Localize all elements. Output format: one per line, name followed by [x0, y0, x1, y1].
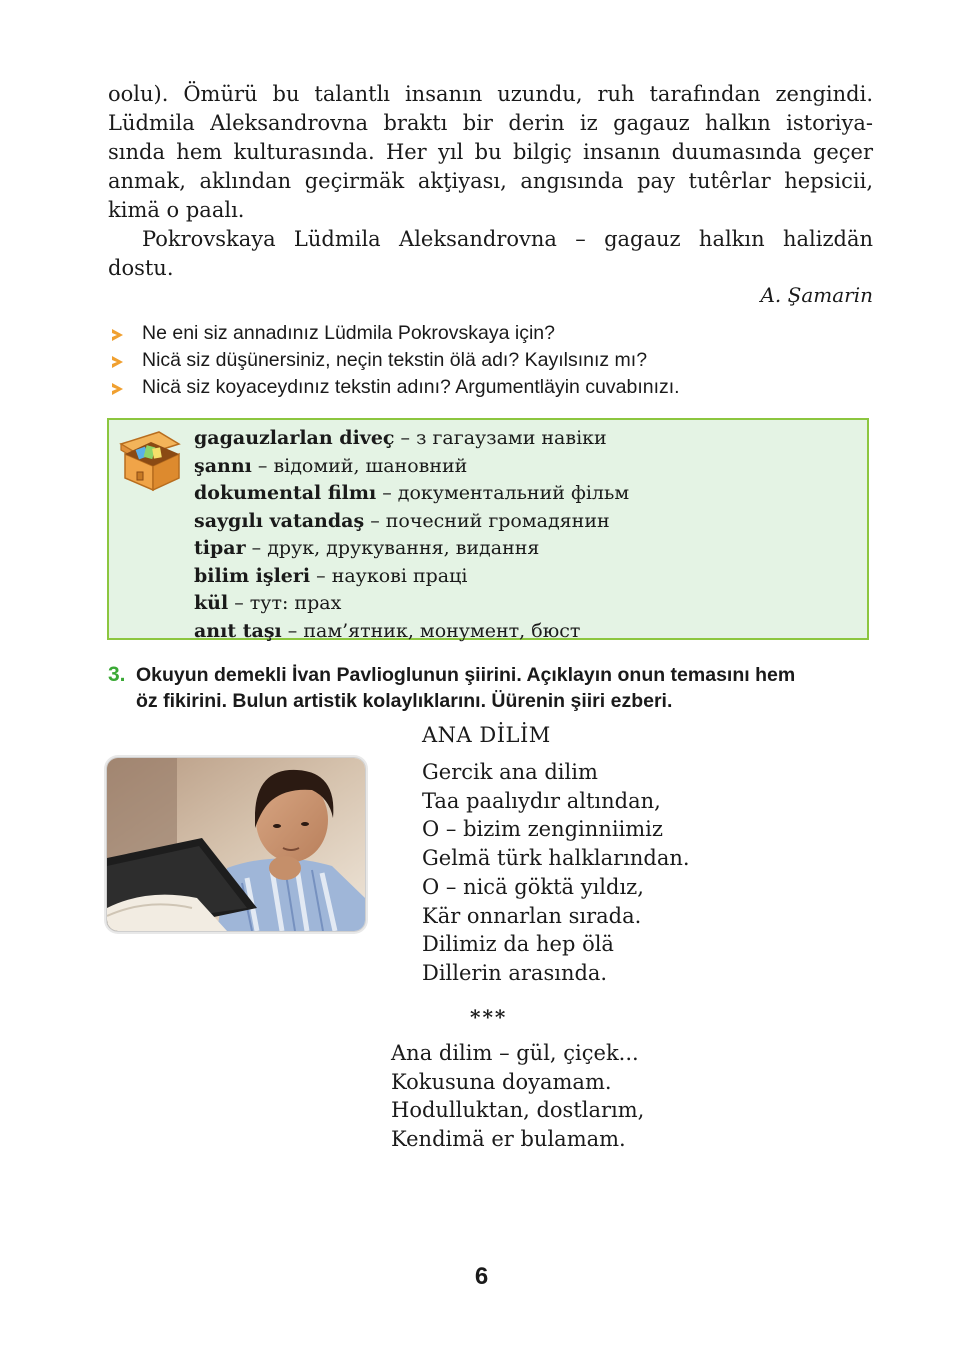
question-item [110, 347, 870, 374]
text-line: kimä o paalı. [108, 198, 245, 222]
question-item [110, 320, 870, 347]
page-number: 6 [474, 1263, 489, 1290]
vocabulary-item [194, 480, 629, 508]
vocabulary-item [194, 508, 629, 536]
poem-line: Taa paalıydır altından, [422, 788, 661, 813]
poem-line: Kär onnarlan sırada. [422, 903, 642, 928]
text-line: sında hem kulturasında. Her yıl bu bilgiç insanın duumasında geçer [108, 140, 873, 164]
vocab-term: şannı [194, 454, 252, 477]
vocabulary-item [194, 590, 629, 618]
text-line: dostu. [108, 256, 174, 280]
vocab-translation: – відомий, шановний [251, 454, 468, 477]
question-text: Nicä siz düşünersiniz, neçin tekstin ölä adı? Kayılsınız mı? [142, 349, 648, 371]
poem-line: Ana dilim – gül, çiçek... [391, 1041, 639, 1065]
arrow-right-icon [112, 356, 123, 368]
vocabulary-list [194, 425, 629, 645]
poem-line: Kokusuna doyamam. [391, 1069, 612, 1094]
intro-paragraph [108, 80, 873, 225]
question-list [110, 320, 870, 401]
vocab-term: anıt taşı [194, 619, 282, 642]
poem-line: Gercik ana dilim [422, 760, 598, 784]
vocab-translation: – пам’ятник, монумент, бюст [281, 619, 581, 642]
poem-line: Dillerin arasında. [422, 960, 608, 985]
poem-title: ANA DİLİM [422, 723, 551, 747]
boy-reading-photo [106, 757, 366, 932]
poem-line: Gelmä türk halklarından. [422, 846, 690, 871]
question-text: Nicä siz koyaceydınız tekstin adını? Argumentläyin cuvabınızı. [142, 376, 680, 398]
author-signature: A. Şamarin [760, 283, 873, 307]
stanza-separator: *** [470, 1005, 508, 1029]
vocab-term: gagauzlarlan diveç [194, 427, 395, 449]
vocabulary-item [194, 453, 629, 481]
question-text: Ne eni siz annadınız Lüdmila Pokrovskaya için? [142, 322, 555, 344]
task-text-line: öz fikirini. Bulun artistik kolaylıklarını. Üürenin şiiri ezberi. [136, 690, 673, 712]
vocab-translation: – наукові праці [310, 564, 468, 587]
poem-line: Kendimä er bulamam. [391, 1127, 626, 1152]
vocabulary-item [194, 618, 629, 646]
closing-paragraph [108, 225, 873, 283]
vocabulary-item [194, 563, 629, 591]
text-line: oolu). Ömürü bu talantlı insanın uzundu, ruh tarafından zengindi. [108, 82, 873, 106]
text-line: Lüdmila Aleksandrovna braktı bir derin iz gagauz halkın istoriya- [108, 111, 873, 135]
text-line: anmak, aklından geçirmäk akţiyası, angısında pay tutêrlar hepsicii, [108, 169, 873, 193]
poem-stanza [391, 1039, 644, 1154]
vocab-term: saygılı vatandaş [194, 509, 365, 532]
task-instruction [108, 662, 888, 714]
vocab-term: dokumental filmı [194, 482, 377, 504]
boy-reading-illustration [107, 758, 365, 931]
vocab-term: kül [194, 592, 229, 614]
vocab-translation: – з гагаузами навіки [394, 427, 607, 449]
vocab-term: tipar [194, 537, 246, 559]
task-text-line: Okuyun demekli İvan Pavlioglunun şiirini. Açıklayın onun temasını hem [136, 664, 796, 686]
poem-line: Hodulluktan, dostlarım, [391, 1098, 645, 1123]
vocab-translation: – тут: прах [228, 592, 342, 614]
vocab-translation: – друк, друкування, видання [245, 537, 540, 559]
treasure-chest-icon [113, 426, 185, 498]
poem-line: O – bizim zenginniimiz [422, 817, 663, 842]
question-item [110, 374, 870, 401]
text-line: Pokrovskaya Lüdmila Aleksandrovna – gagauz halkın halizdän [142, 227, 873, 251]
vocab-translation: – документальний фільм [376, 482, 630, 504]
poem-stanza [422, 758, 690, 988]
poem-line: O – nicä göktä yıldız, [422, 874, 644, 899]
arrow-right-icon [112, 383, 123, 395]
vocabulary-item [194, 535, 629, 563]
vocab-translation: – почесний громадянин [364, 509, 610, 532]
arrow-right-icon [112, 329, 123, 341]
poem-line: Dilimiz da hep ölä [422, 932, 614, 957]
vocabulary-box [107, 418, 869, 640]
vocabulary-item [194, 425, 629, 453]
vocab-term: bilim işleri [194, 564, 311, 587]
task-number: 3. [108, 663, 126, 686]
